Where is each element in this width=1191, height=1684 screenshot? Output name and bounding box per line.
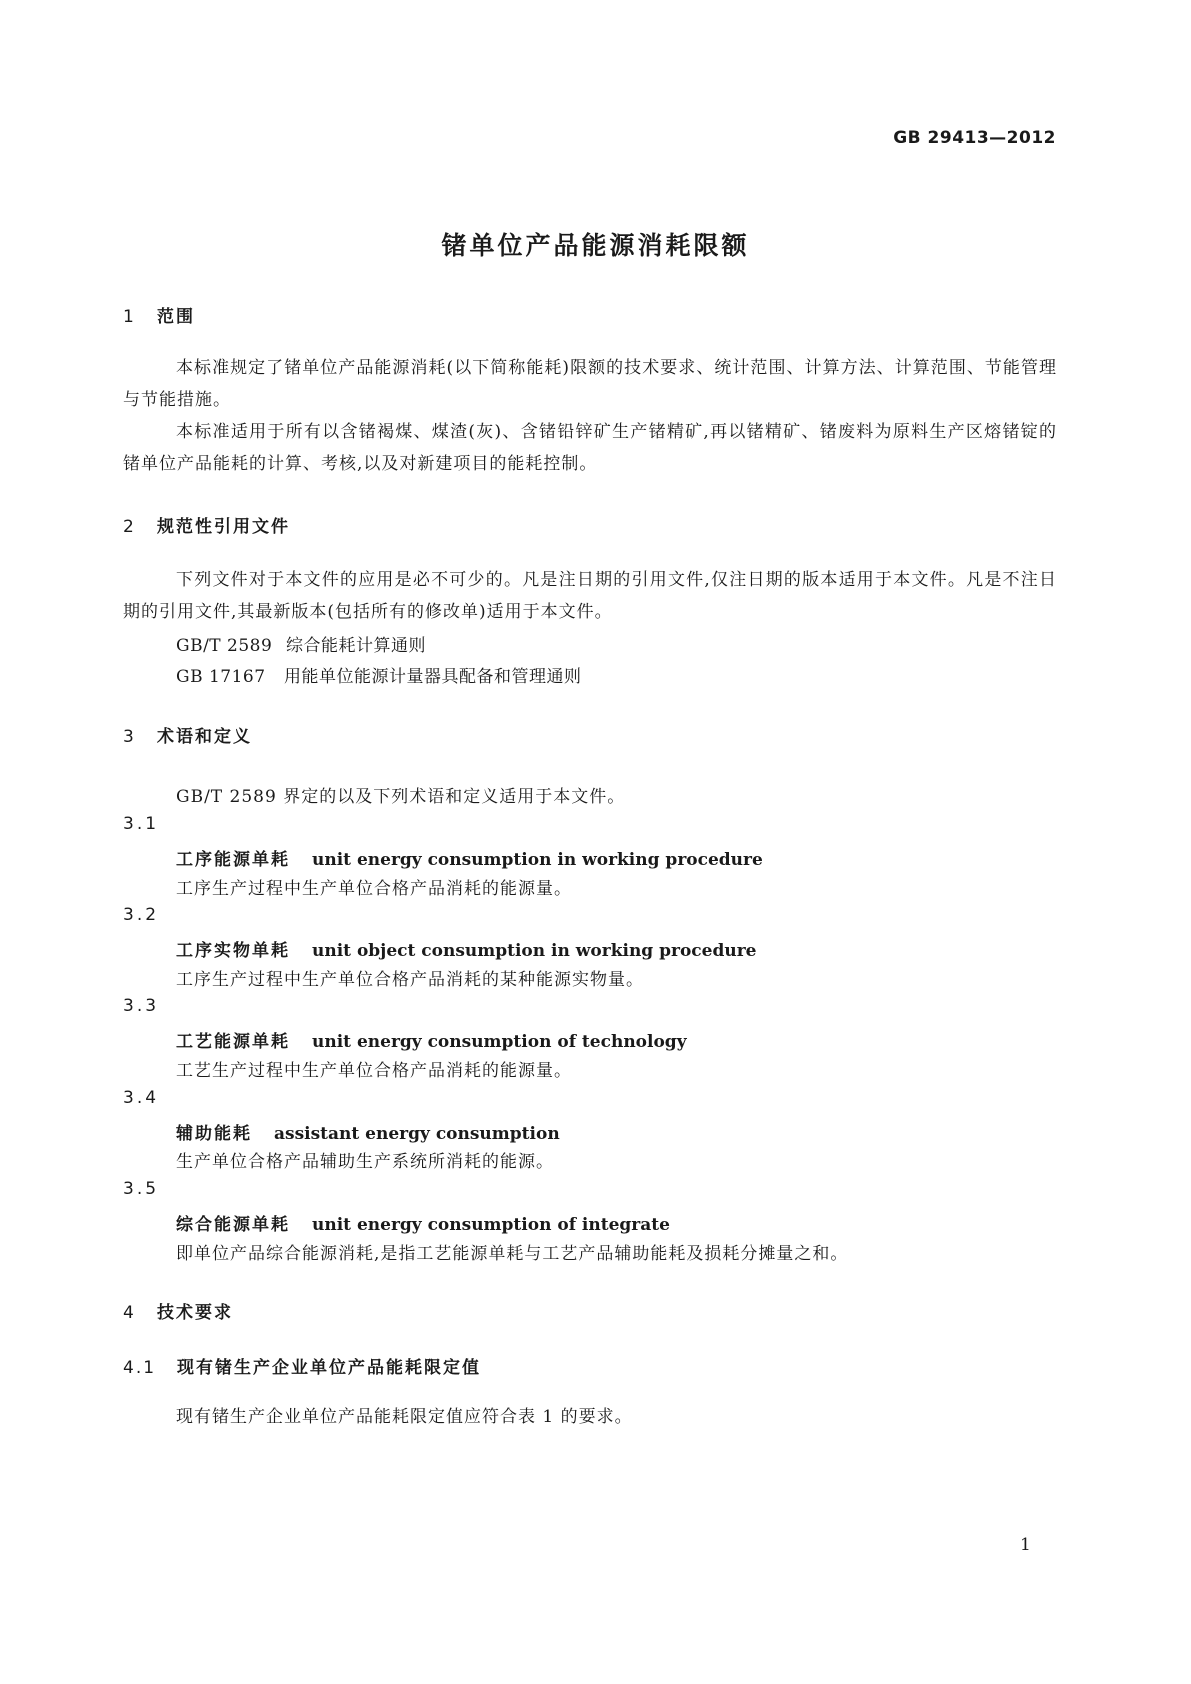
term-entry (176, 1210, 670, 1235)
term-entry (176, 1027, 687, 1052)
term-definition: 工艺生产过程中生产单位合格产品消耗的能源量。 (176, 1061, 572, 1081)
term-number: 3.4 (123, 1088, 160, 1108)
section-title: 规范性引用文件 (157, 517, 290, 537)
term-chinese: 工序能源单耗 (176, 850, 290, 870)
term-entry (176, 936, 756, 961)
terms-intro: GB/T 2589 界定的以及下列术语和定义适用于本文件。 (176, 787, 626, 807)
term-definition: 即单位产品综合能源消耗,是指工艺能源单耗与工艺产品辅助能耗及损耗分摊量之和。 (176, 1244, 849, 1264)
term-chinese: 辅助能耗 (176, 1124, 252, 1144)
term-entry (176, 845, 763, 870)
page-title: 锗单位产品能源消耗限额 (441, 231, 750, 260)
section-heading-1 (123, 302, 195, 327)
term-definition: 工序生产过程中生产单位合格产品消耗的能源量。 (176, 879, 572, 899)
section-number: 1 (123, 307, 136, 327)
term-number: 3.3 (123, 996, 160, 1016)
section-number: 3 (123, 727, 136, 747)
term-definition: 工序生产过程中生产单位合格产品消耗的某种能源实物量。 (176, 970, 644, 990)
page-number: 1 (1020, 1535, 1031, 1555)
subsection-title: 现有锗生产企业单位产品能耗限定值 (177, 1358, 481, 1378)
paragraph: 本标准规定了锗单位产品能源消耗(以下简称能耗)限额的技术要求、统计范围、计算方法、计算范围、节能管理与节能措施。 (123, 358, 1057, 410)
section-heading-3 (123, 722, 252, 747)
subsection-number: 4.1 (123, 1358, 157, 1378)
section-number: 4 (123, 1303, 136, 1323)
term-number: 3.1 (123, 814, 160, 834)
document-code: GB 29413—2012 (893, 128, 1056, 148)
section-title: 技术要求 (157, 1303, 233, 1323)
reference-code: GB 17167 (176, 667, 266, 687)
term-english: unit energy consumption of integrate (312, 1215, 670, 1235)
paragraph: 本标准适用于所有以含锗褐煤、煤渣(灰)、含锗铅锌矿生产锗精矿,再以锗精矿、锗废料为原料生产区熔锗锭的锗单位产品能耗的计算、考核,以及对新建项目的能耗控制。 (123, 422, 1057, 474)
section-title: 范围 (157, 307, 195, 327)
reference-code: GB/T 2589 (176, 636, 273, 656)
term-number: 3.2 (123, 905, 160, 925)
section-heading-4 (123, 1298, 233, 1323)
term-english: unit energy consumption of technology (312, 1032, 687, 1052)
term-chinese: 工序实物单耗 (176, 941, 290, 961)
section-heading-2 (123, 512, 290, 537)
subsection-heading-4-1 (123, 1353, 481, 1378)
normative-reference (176, 631, 426, 656)
term-entry (176, 1119, 560, 1144)
term-number: 3.5 (123, 1179, 160, 1199)
reference-name: 综合能耗计算通则 (286, 636, 426, 656)
term-english: assistant energy consumption (274, 1124, 560, 1144)
term-definition: 生产单位合格产品辅助生产系统所消耗的能源。 (176, 1152, 554, 1172)
normative-reference (176, 662, 582, 687)
paragraph: 现有锗生产企业单位产品能耗限定值应符合表 1 的要求。 (176, 1407, 633, 1427)
term-chinese: 工艺能源单耗 (176, 1032, 290, 1052)
reference-name: 用能单位能源计量器具配备和管理通则 (284, 667, 582, 687)
term-english: unit energy consumption in working procedure (312, 850, 763, 870)
section-number: 2 (123, 517, 136, 537)
paragraph: 下列文件对于本文件的应用是必不可少的。凡是注日期的引用文件,仅注日期的版本适用于本文件。凡是不注日期的引用文件,其最新版本(包括所有的修改单)适用于本文件。 (123, 570, 1057, 622)
term-chinese: 综合能源单耗 (176, 1215, 290, 1235)
section-title: 术语和定义 (157, 727, 252, 747)
term-english: unit object consumption in working procedure (312, 941, 757, 961)
